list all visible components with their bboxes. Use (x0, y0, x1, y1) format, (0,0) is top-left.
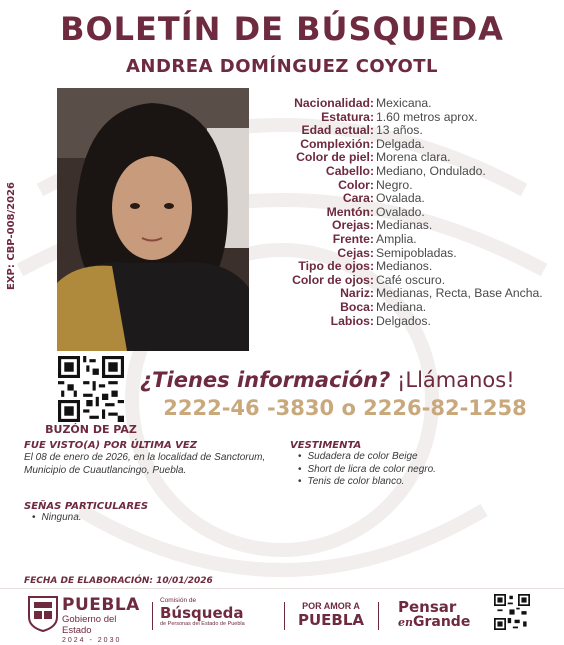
detail-row: Tipo de ojos: Medianos. (298, 259, 433, 274)
list-item: • Ninguna. (32, 512, 274, 525)
detail-row: Orejas: Medianas. (331, 218, 433, 233)
clothing-heading: VESTIMENTA (290, 440, 362, 451)
list-item: • Short de licra de color negro. (298, 464, 560, 477)
detail-row: Estatura: 1.60 metros aprox. (321, 109, 478, 124)
detail-row: Color de ojos: Café oscuro. (292, 272, 446, 287)
divider (378, 602, 379, 630)
qr-code-icon[interactable] (58, 356, 124, 422)
footer-qr-code-icon[interactable] (494, 594, 530, 630)
detail-row: Cara: Ovalada. (342, 191, 425, 206)
question-call: ¡Llámanos! (390, 368, 515, 392)
missing-person-name: ANDREA DOMÍNGUEZ COYOTL (125, 56, 439, 77)
question-bold: ¿Tienes información? (140, 368, 391, 392)
creation-date: FECHA DE ELABORACIÓN: 10/01/2026 (24, 576, 213, 586)
detail-row: Nacionalidad: Mexicana. (294, 96, 432, 110)
puebla-government-logo: PUEBLA Gobierno del Estado 2024 - 2030 (62, 595, 140, 644)
physical-description (262, 97, 562, 328)
detail-row: Labios: Delgados. (330, 313, 431, 328)
info-question (140, 368, 515, 392)
last-seen-heading: FUE VISTO(A) POR ÚLTIMA VEZ (24, 440, 197, 451)
divider (152, 602, 153, 630)
detail-row: Cejas: Semipobladas. (337, 245, 457, 260)
detail-row: Complexión: Delgada. (300, 136, 425, 151)
detail-row: Edad actual: 13 años. (301, 123, 423, 138)
detail-row: Nariz: Medianas, Recta, Base Ancha. (340, 286, 543, 301)
phone-numbers[interactable]: 2222-46 -3830 o 2226-82-1258 (163, 396, 527, 420)
list-item: • Sudadera de color Beige (298, 451, 560, 464)
divider (284, 602, 285, 630)
detail-row: Cabello: Mediano, Ondulado. (325, 163, 486, 178)
pensar-en-grande-logo: Pensar enGrande (398, 598, 471, 630)
distinguishing-marks-section (24, 501, 274, 525)
missing-person-photo (57, 88, 249, 351)
state-crest-icon (26, 593, 60, 633)
detail-row: Boca: Mediana. (340, 299, 427, 314)
detail-row: Mentón: Ovalado. (326, 204, 425, 219)
detail-row: Color de piel: Morena clara. (296, 150, 451, 165)
por-amor-a-puebla-logo: POR AMOR A PUEBLA (297, 601, 365, 629)
last-seen-section (24, 440, 286, 477)
marks-heading: SEÑAS PARTICULARES (24, 501, 149, 512)
case-number: EXP: CBP-008/2026 (6, 182, 17, 290)
comision-busqueda-logo: Comisión de Búsqueda de Personas del Estado de Puebla (160, 597, 245, 627)
last-seen-text: El 08 de enero de 2026, en la localidad de Sanctorum, Municipio de Cuautlancingo, Puebla. (24, 452, 266, 476)
detail-row: Color: Negro. (338, 177, 413, 192)
buzon-de-paz-label: BUZÓN DE PAZ (45, 423, 137, 436)
detail-row: Frente: Amplia. (332, 231, 417, 246)
list-item: • Tenis de color blanco. (298, 476, 560, 489)
bulletin-title: BOLETÍN DE BÚSQUEDA (60, 10, 504, 48)
clothing-section (290, 440, 560, 489)
